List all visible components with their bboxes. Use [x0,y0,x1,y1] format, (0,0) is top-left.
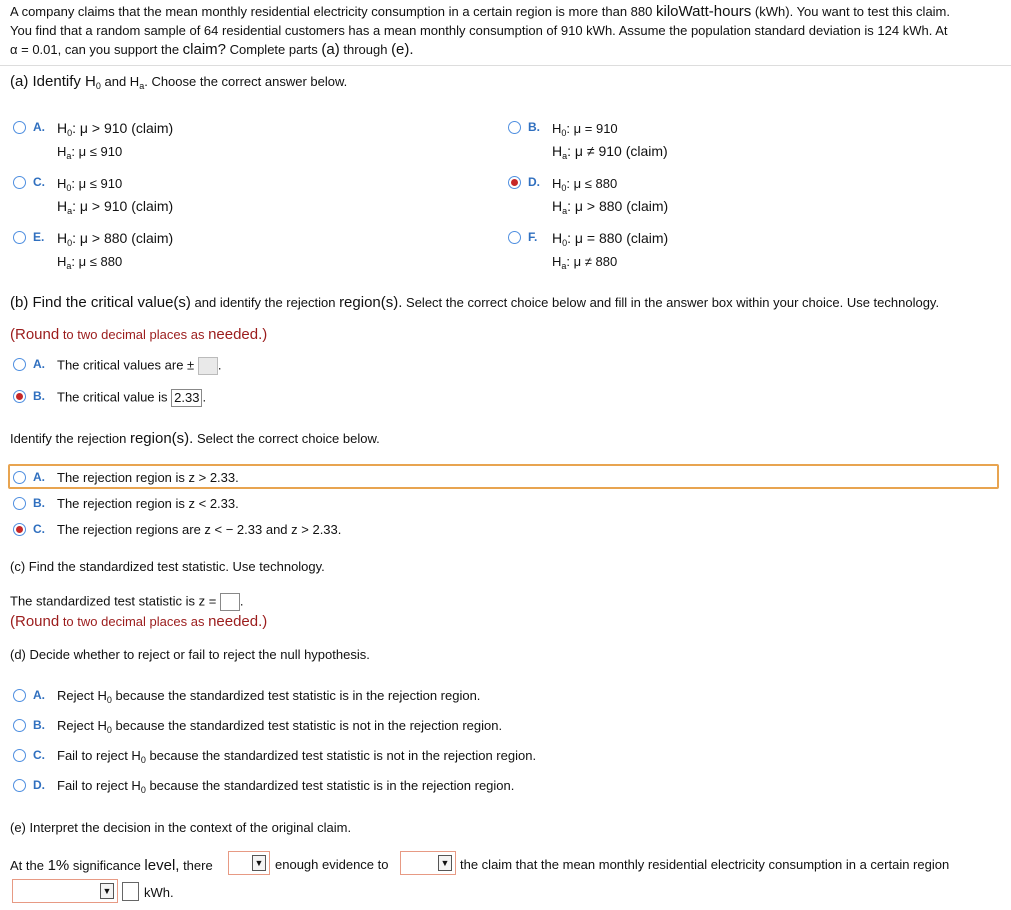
part-a-option-d-radio[interactable] [508,176,521,189]
kwh-value-input[interactable] [122,882,139,901]
part-a-option-d-h0: $H_0$: μ ≤ 880 [552,176,618,193]
part-a-prompt-text: (a) Identify H [10,73,96,90]
problem-text: A company claims that the mean monthly residential electricity consumption in a certain region is more than 880 [10,4,656,19]
problem-text: (e). [391,41,414,58]
subscript: 0 [95,81,101,91]
round-note: (Round to two decimal places as needed.) [10,326,268,343]
option-letter: D. [528,175,540,189]
part-a-option-c-radio[interactable] [13,176,26,189]
part-a-option-a-radio[interactable] [13,121,26,134]
part-a-prompt [10,73,347,90]
support-reject-dropdown[interactable] [400,851,456,875]
part-a-option-c-ha: $H_a$: μ > 910 (claim) [57,198,174,216]
evidence-dropdown[interactable] [228,851,270,875]
part-d-option-c-radio[interactable] [13,749,26,762]
option-letter: C. [33,522,45,536]
option-letter: D. [33,778,45,792]
part-a-option-a-h0: $H_0$: μ > 910 (claim) [57,120,174,138]
part-d-option-d-text: Fail to reject $H_0$ because the standardized test statistic is in the rejection region. [57,778,515,795]
option-letter: F. [528,230,538,244]
critical-value-input[interactable]: 2.33 [171,389,202,407]
part-b-prompt [10,294,939,311]
problem-line-3 [10,40,414,59]
part-a-option-f-h0: $H_0$: μ = 880 (claim) [552,230,669,248]
chevron-down-icon: ▼ [252,855,266,871]
chevron-down-icon: ▼ [438,855,452,871]
rejection-option-c-text: The rejection regions are z < − 2.33 and z > 2.33. [57,522,342,537]
part-d-option-a-text: Reject $H_0$ because the standardized test statistic is in the rejection region. [57,688,481,705]
part-a-option-b-radio[interactable] [508,121,521,134]
problem-text-unit: kiloWatt-hours [656,3,752,20]
option-letter: C. [33,175,45,189]
part-a-option-f-radio[interactable] [508,231,521,244]
chevron-down-icon: ▼ [100,883,114,899]
option-letter: E. [33,230,45,244]
option-letter: A. [33,120,45,134]
problem-line-2: You find that a random sample of 64 residential customers has a mean monthly consumption of 910 kWh. Assume the population standard deviation is 124 kWh. At [10,23,948,38]
rejection-region-prompt: Identify the rejection region(s). Select the correct choice below. [10,430,380,447]
option-letter: B. [33,718,45,732]
part-d-option-c-text: Fail to reject $H_0$ because the standardized test statistic is not in the rejection region. [57,748,537,765]
part-b-prompt-text: (b) Find the critical [10,294,138,311]
option-letter: A. [33,357,45,371]
part-a-option-c-h0: $H_0$: μ ≤ 910 [57,176,123,193]
problem-text: (kWh). You want to test this claim. [751,4,951,19]
part-a-option-a-ha: $H_a$: μ ≤ 910 [57,144,123,161]
part-e-text: enough evidence to [275,857,389,872]
option-letter: B. [33,496,45,510]
part-b-prompt-text: and identify the rejection [190,295,340,310]
part-d-option-d-radio[interactable] [13,779,26,792]
part-a-option-f-ha: $H_a$: μ ≠ 880 [552,254,618,271]
test-statistic-input[interactable] [220,593,240,611]
comparison-dropdown[interactable] [12,879,118,903]
part-d-option-b-text: Reject $H_0$ because the standardized test statistic is not in the rejection region. [57,718,503,735]
part-d-option-b-radio[interactable] [13,719,26,732]
problem-line-1 [10,2,950,21]
problem-text: Complete parts [226,42,322,57]
critical-values-input[interactable] [198,357,218,375]
part-b-prompt-text: Select the correct choice below and fill in the answer box within your choice. Use technology. [402,295,940,310]
part-e-text: the claim that the mean monthly residential electricity consumption in a certain region [460,857,950,872]
part-d-option-a-radio[interactable] [13,689,26,702]
round-note: (Round to two decimal places as needed.) [10,613,268,630]
problem-text: (a) [321,41,340,58]
rejection-option-b-radio[interactable] [13,497,26,510]
problem-text: through [339,42,392,57]
part-c-prompt: (c) Find the standardized test statistic. Use technology. [10,559,325,574]
part-b-prompt-text: region(s). [339,294,403,311]
problem-text: α = 0.01, can you support the [10,42,183,57]
rejection-option-a-text: The rejection region is z > 2.33. [57,470,239,485]
unit-label: kWh. [144,885,174,900]
part-a-option-e-h0: $H_0$: μ > 880 (claim) [57,230,174,248]
option-letter: B. [33,389,45,403]
part-a-option-e-ha: $H_a$: μ ≤ 880 [57,254,123,271]
part-a-option-b-ha: $H_a$: μ ≠ 910 (claim) [552,143,668,161]
part-b-critical-option-a-text: The critical values are ± . [57,357,221,375]
part-a-prompt-text: . Choose the correct answer below. [144,74,348,89]
part-b-critical-option-b-text: The critical value is 2.33 . [57,389,207,405]
rejection-option-b-text: The rejection region is z < 2.33. [57,496,239,511]
subscript: a [139,81,145,91]
option-letter: C. [33,748,45,762]
option-letter: A. [33,470,45,484]
part-e-prompt: (e) Interpret the decision in the context of the original claim. [10,820,352,835]
part-a-option-b-h0: $H_0$: μ = 910 [552,121,618,138]
part-b-prompt-text: value(s) [137,294,191,311]
test-statistic-line: The standardized test statistic is z = . [10,593,244,611]
part-a-prompt-text: and H [100,74,140,89]
rejection-option-c-radio[interactable] [13,523,26,536]
part-b-critical-option-a-radio[interactable] [13,358,26,371]
rejection-option-a-radio[interactable] [13,471,26,484]
option-letter: B. [528,120,540,134]
part-a-option-e-radio[interactable] [13,231,26,244]
divider [0,65,1011,66]
part-e-sentence-start: At the 1% significance level, there [10,857,213,874]
part-b-critical-option-b-radio[interactable] [13,390,26,403]
problem-text: claim? [182,41,227,58]
option-letter: A. [33,688,45,702]
part-a-option-d-ha: $H_a$: μ > 880 (claim) [552,198,669,216]
part-d-prompt: (d) Decide whether to reject or fail to reject the null hypothesis. [10,647,370,662]
